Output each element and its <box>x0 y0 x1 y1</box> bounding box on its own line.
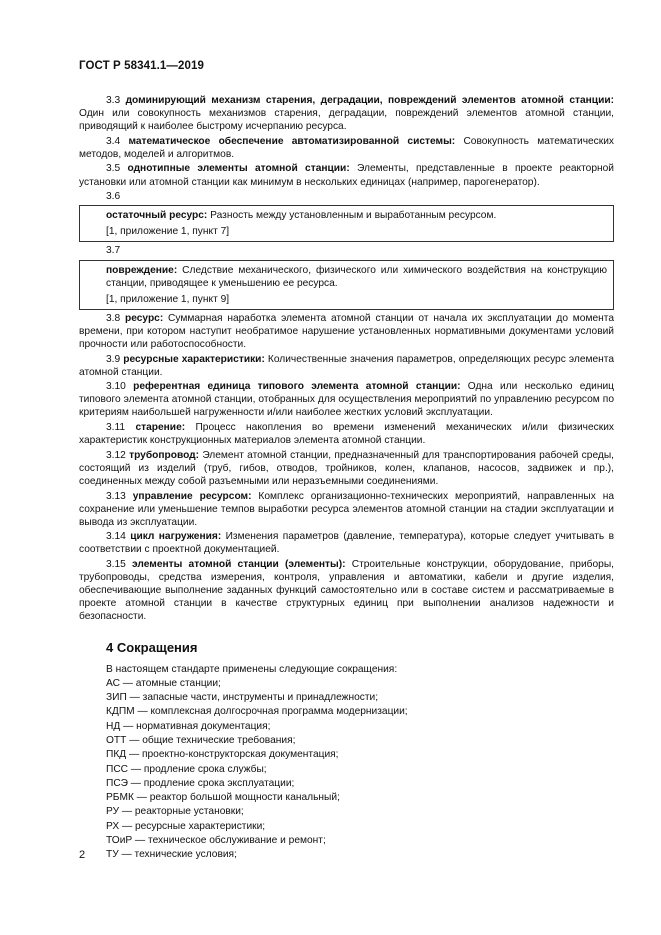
clause-number: 3.3 <box>106 95 121 106</box>
definition-text: Разность между установленным и выработанным ресурсом. <box>207 210 497 222</box>
abbreviation-item: ПСЭ — продление срока эксплуатации; <box>106 777 295 789</box>
abbreviations-intro: В настоящем стандарте применены следующие сокращения: <box>106 663 398 675</box>
clause-number: 3.10 <box>106 381 126 393</box>
definition-3-8 <box>79 312 614 351</box>
definition-3-10 <box>79 380 614 419</box>
definition-3-5 <box>79 162 614 188</box>
term: ресурс: <box>125 312 164 324</box>
term: старение: <box>135 422 186 434</box>
clause-number: 3.9 <box>106 353 121 365</box>
definition-3-14 <box>79 530 614 556</box>
term: однотипные элементы атомной станции: <box>127 163 350 175</box>
clause-number: 3.11 <box>106 422 126 434</box>
term: цикл нагружения: <box>130 531 222 543</box>
definition-3-9 <box>79 353 614 379</box>
clause-number: 3.8 <box>106 312 121 324</box>
definition-3-11 <box>79 421 614 447</box>
abbreviation-item: ПКД — проектно-конструкторская документация; <box>106 749 339 761</box>
page-content <box>79 94 614 863</box>
clause-number: 3.15 <box>106 559 126 570</box>
term: трубопровод: <box>129 449 200 461</box>
definition-text: Изменения параметров (давление, температура), которые следует учитывать в соответствии с проектной документацией. <box>79 531 614 556</box>
definition-text: Следствие механического, физического или химического воздействия на конструкцию станции, приводящее к уменьшению ее ресурса. <box>106 264 607 289</box>
abbreviation-item: РХ — ресурсные характеристики; <box>106 820 266 832</box>
term: остаточный ресурс: <box>106 210 208 222</box>
definition-3-13 <box>79 490 614 529</box>
term: математическое обеспечение автоматизированной системы: <box>128 135 456 147</box>
clause-number: 3.5 <box>106 163 121 175</box>
definition-3-12 <box>79 449 614 488</box>
boxed-definition-body <box>106 264 607 290</box>
term: доминирующий механизм старения, деградации, повреждений элементов атомной станции: <box>125 95 614 106</box>
abbreviation-item: НД — нормативная документация; <box>106 720 271 732</box>
abbreviation-item: АС — атомные станции; <box>106 677 221 689</box>
abbreviation-item: ТОиР — техническое обслуживание и ремонт; <box>106 834 326 846</box>
abbreviation-item: ПСС — продление срока службы; <box>106 763 267 775</box>
clause-number: 3.12 <box>106 449 126 461</box>
section-heading-abbreviations: 4 Сокращения <box>106 640 198 656</box>
term: элементы атомной станции (элементы): <box>132 559 346 570</box>
source-reference: [1, приложение 1, пункт 7] <box>106 226 230 238</box>
term: управление ресурсом: <box>132 490 252 502</box>
definition-text: Элемент атомной станции, предназначенный для транспортирования рабочей среды, состоящий из изделий (труб, гибов, отводов, тройников, колен, клапанов, насосов, задвижек и пр.), соединенных между собой разъемными или неразъемными соединениями. <box>79 449 614 487</box>
definition-text: Строительные конструкции, оборудование, приборы, трубопроводы, средства измерения, контроля, управления и автоматики, кабели и другие изделия, обеспечивающие выполнение заданных функций самостоятельно или в составе систем и рассматриваемые в проекте атомной станции в качестве структурных единиц при выполнении анализов надежности и безопасности. <box>79 559 614 623</box>
abbreviation-item: ТУ — технические условия; <box>106 849 237 861</box>
definition-3-15 <box>79 558 614 623</box>
definition-3-3 <box>79 94 614 133</box>
definition-3-4 <box>79 135 614 161</box>
abbreviation-item: ЗИП — запасные части, инструменты и принадлежности; <box>106 692 379 704</box>
abbreviation-item: ОТТ — общие технические требования; <box>106 734 296 746</box>
definition-text: Одна или несколько единиц типового элемента атомной станции, отобранных для осуществления мероприятий по управлению ресурсом по критериям наибольшей нагруженности и/или наиболее жестких условий эксплуатации. <box>79 381 614 419</box>
abbreviation-list <box>79 677 614 861</box>
boxed-definition-body <box>106 209 607 222</box>
clause-number-3-7: 3.7 <box>106 245 121 257</box>
document-code-header: ГОСТ Р 58341.1—2019 <box>79 60 204 72</box>
page-number: 2 <box>79 849 86 861</box>
abbreviation-item: РБМК — реактор большой мощности канальный; <box>106 792 340 804</box>
term: повреждение: <box>106 264 178 276</box>
boxed-definition-3-7 <box>79 260 614 310</box>
abbreviation-item: КДПМ — комплексная долгосрочная программа модернизации; <box>106 706 408 718</box>
definition-text: Совокупность математических методов, моделей и алгоритмов. <box>79 135 614 160</box>
definition-text: Комплекс организационно-технических мероприятий, направленных на сохранение или уменьшение темпов выработки ресурса элементов атомной станции на стадии эксплуатации и вывода из эксплуатации. <box>79 490 614 528</box>
definition-text: Один или совокупность механизмов старения, деградации, повреждений элементов атомной станции, приводящий к наиболее быстрому исчерпанию ресурса. <box>79 108 614 133</box>
term: референтная единица типового элемента атомной станции: <box>133 381 461 393</box>
definition-text: Элементы, представленные в проекте реакторной установки или атомной станции как минимум в нескольких единицах (например, парогенератор). <box>79 163 614 188</box>
clause-number: 3.14 <box>106 531 126 543</box>
clause-number: 3.4 <box>106 135 121 147</box>
clause-number-3-6: 3.6 <box>106 191 121 203</box>
definition-text: Процесс накопления во времени изменений механических и/или физических характеристик конструкционных материалов элемента атомной станции. <box>79 422 614 447</box>
term: ресурсные характеристики: <box>123 353 265 365</box>
clause-number: 3.13 <box>106 490 126 502</box>
source-reference: [1, приложение 1, пункт 9] <box>106 293 230 305</box>
definition-text: Количественные значения параметров, определяющих ресурс элемента атомной станции. <box>79 353 614 378</box>
abbreviation-item: РУ — реакторные установки; <box>106 806 244 818</box>
boxed-definition-3-6 <box>79 205 614 242</box>
definition-text: Суммарная наработка элемента атомной станции от начала их эксплуатации до момента времени, при котором наступит необратимое нарушение установленных нормативными документами условий прочности или работоспособности. <box>79 312 614 350</box>
